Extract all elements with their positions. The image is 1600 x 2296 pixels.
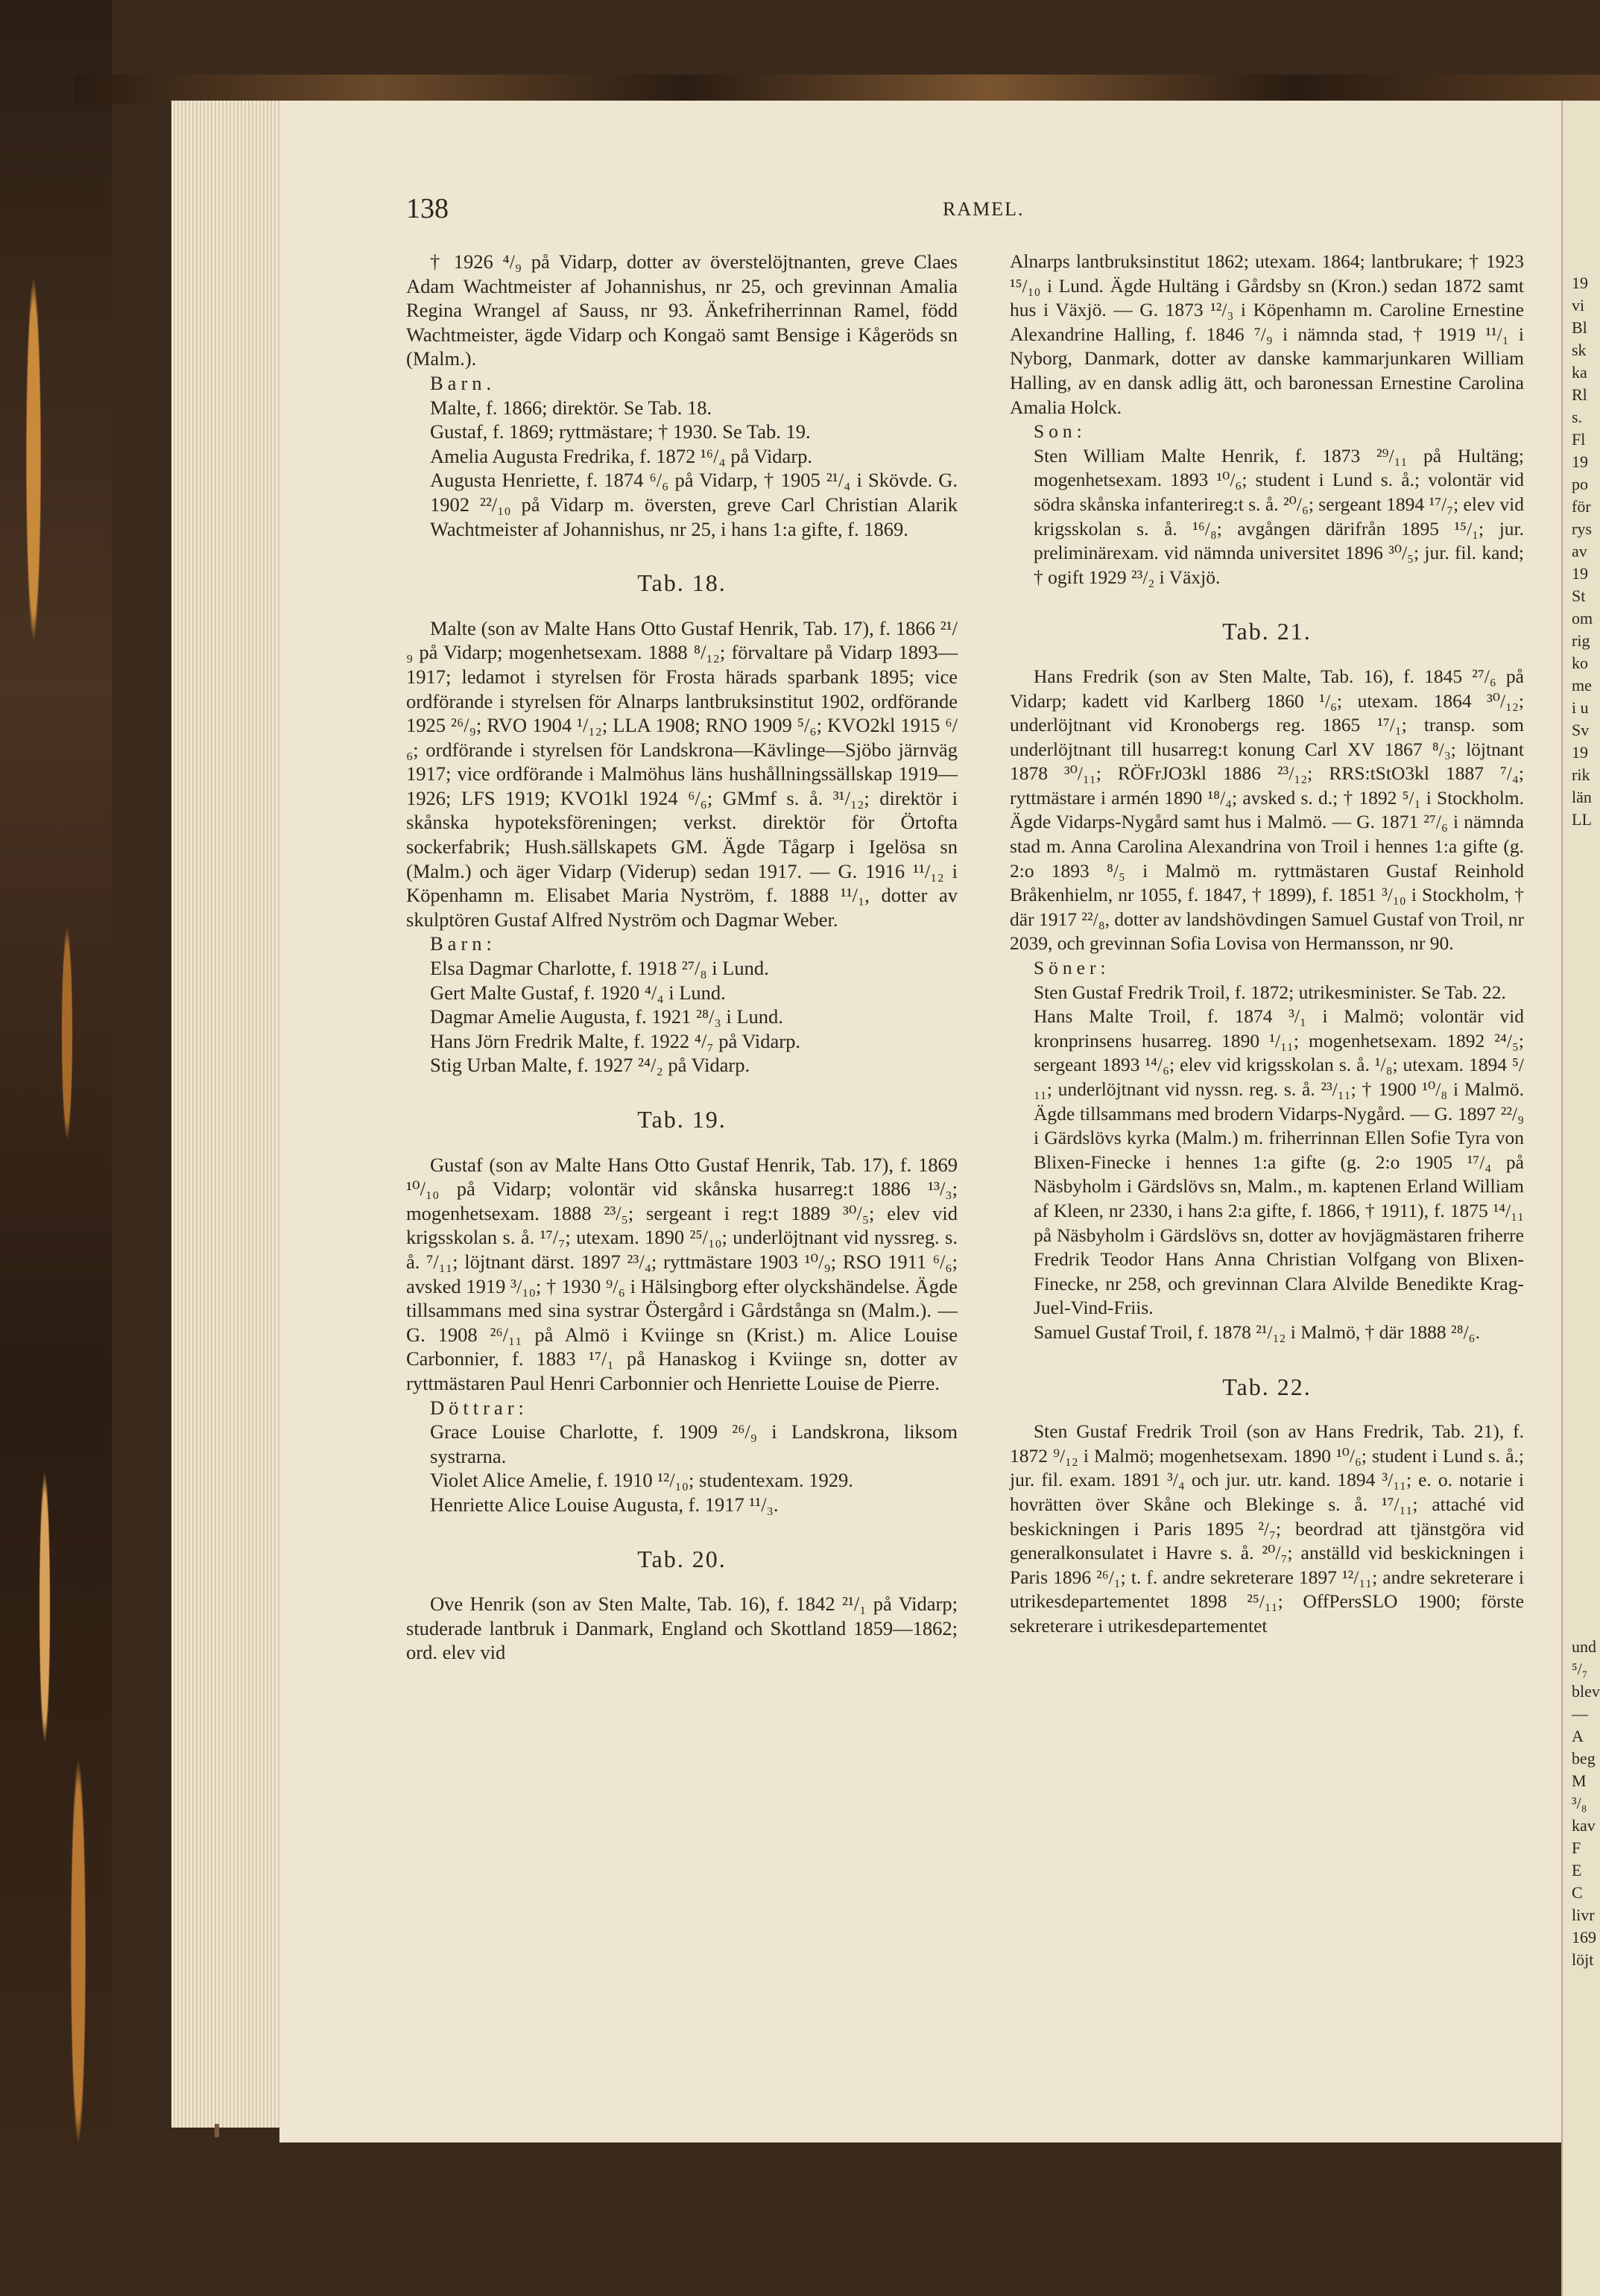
- next-page-fragment: kav: [1572, 1816, 1596, 1835]
- next-page-fragment: C: [1572, 1883, 1583, 1902]
- paragraph: Hans Fredrik (son av Sten Malte, Tab. 16), f. 1845 ²⁷/₆ på Vidarp; kadett vid Karlberg 1860 ¹/₆; utexam. 1864 ³⁰/₁₂; underlöjtnant vid Kronobergs reg. 1865 ¹⁷/₁; transp. som underlöjtnant till husarreg:t konung Carl XV 1867 ⁸/₃; löjtnant 1878 ³⁰/₁₁; RÖFrJO3kl 1886 ²³/₁₂; RRS:tStO3kl 1887 ⁷/₄; ryttmästare i armén 1890 ¹⁸/₄; avsked s. d.; † 1892 ⁵/₁ i Stockholm. Ägde Vidarps-Nygård samt hus i Malmö. — G. 1871 ²⁷/₆ i nämnda stad m. Anna Carolina Alexandrina von Troil i hennes 1:a gifte (g. 2:o 1893 ⁸/₅ i Malmö m. ryttmästaren Gustaf Reinhold Bråkenhielm, nr 1055, f. 1847, † 1899), f. 1851 ³/₁₀ i Stockholm, † där 1917 ²²/₈, dotter av landshövdingen Samuel Gustaf von Troil, nr 2039, och grevinnan Sofia Lovisa von Hermansson, nr 90.: [1010, 665, 1524, 955]
- next-page-fragment: ³/₈: [1572, 1794, 1587, 1812]
- next-page-fragment: Rl: [1572, 385, 1587, 404]
- paragraph: Hans Malte Troil, f. 1874 ³/₁ i Malmö; volontär vid kronprinsens husarreg. 1890 ¹/₁₁; mogenhetsexam. 1892 ²⁴/₅; sergeant 1893 ¹⁴/₆; elev vid krigsskolan s. å. ¹/₈; utexam. 1894 ⁵/₁₁; underlöjtnant vid nyssn. reg. s. å. ²³/₁₁; † 1900 ¹⁰/₈ i Malmö. Ägde tillsammans med brodern Vidarps-Nygård. — G. 1897 ²²/₉ i Gärdslövs kyrka (Malm.) m. friherrinnan Ellen Sofie Tyra von Blixen-Finecke i hennes 1:a gifte (g. 2:o 1905 ¹⁷/₄ på Näsbyholm i Gärdslövs sn, Malm., m. kaptenen Erland William af Kleen, nr 2330, i hans 2:a gifte, f. 1866, † 1911), f. 1875 ¹⁴/₁₁ på Näsbyholm i Gärdslövs sn, dotter av hovjägmästaren friherre Fredrik Teodor Hans Anna Christian Volfgang von Blixen-Finecke, nr 258, och grevinnan Clara Alvilde Benedikte Krag-Juel-Vind-Friis.: [1034, 1005, 1524, 1319]
- next-page-fragment: ⁵/₇: [1572, 1660, 1588, 1678]
- page-edges: [171, 101, 283, 2128]
- next-page-fragment: av: [1572, 542, 1587, 560]
- next-page-fragment: för: [1572, 497, 1591, 516]
- next-page-fragment: rig: [1572, 631, 1590, 650]
- paragraph: Sten William Malte Henrik, f. 1873 ²⁹/₁₁ på Hultäng; mogenhetsexam. 1893 ¹⁰/₆; student i Lund s. å.; volontär vid södra skånska infanterireg:t s. å. ²⁰/₆; sergeant 1894 ¹⁷/₇; elev vid krigsskolan s. å. ¹⁶/₈; avgången därifrån 1895 ¹⁵/₁; jur. preliminärexam. vid nämnda universitet 1896 ³⁰/₅; jur. fil. kand; † ogift 1929 ²³/₂ i Växjö.: [1034, 444, 1524, 588]
- paragraph: Stig Urban Malte, f. 1927 ²⁴/₂ på Vidarp.: [430, 1054, 750, 1077]
- next-page-fragment: 19: [1572, 564, 1588, 583]
- section-label: Barn:: [430, 932, 496, 955]
- next-page-fragment: LL: [1572, 810, 1592, 829]
- next-page-fragment: s.: [1572, 408, 1583, 426]
- left-column: [406, 250, 958, 1665]
- table-heading: Tab. 19.: [637, 1106, 727, 1133]
- next-page-fragment: M: [1572, 1771, 1587, 1790]
- paragraph: Henriette Alice Louise Augusta, f. 1917 ¹¹/₃.: [430, 1493, 779, 1516]
- next-page-fragment: und: [1572, 1637, 1596, 1656]
- next-page-fragment: A: [1572, 1727, 1584, 1745]
- next-page-edge: [1561, 101, 1600, 2296]
- right-column: [1010, 250, 1524, 1638]
- next-page-fragment: Bl: [1572, 318, 1587, 337]
- table-heading: Tab. 22.: [1222, 1373, 1312, 1400]
- next-page-fragment: St: [1572, 586, 1586, 605]
- paragraph: Grace Louise Charlotte, f. 1909 ²⁶/₉ i Landskrona, liksom systrarna.: [430, 1420, 958, 1467]
- paragraph: Gert Malte Gustaf, f. 1920 ⁴/₄ i Lund.: [430, 981, 726, 1004]
- next-page-fragment: beg: [1572, 1749, 1596, 1768]
- next-page-fragment: om: [1572, 609, 1593, 627]
- paragraph: Samuel Gustaf Troil, f. 1878 ²¹/₁₂ i Malmö, † där 1888 ²⁸/₆.: [1034, 1321, 1480, 1343]
- next-page-fragment: 169: [1572, 1928, 1596, 1946]
- next-page-fragment: löjt: [1572, 1950, 1594, 1969]
- next-page-fragment: län: [1572, 788, 1592, 806]
- paragraph: Augusta Henriette, f. 1874 ⁶/₆ på Vidarp, † 1905 ²¹/₄ i Skövde. G. 1902 ²²/₁₀ på Vidarp m. översten, greve Carl Christian Alarik Wachtmeister af Johannishus, nr 25, i hans 1:a gifte, f. 1869.: [430, 469, 958, 540]
- next-page-fragment: rys: [1572, 519, 1592, 538]
- next-page-fragment: vi: [1572, 296, 1585, 314]
- section-label: Söner:: [1034, 957, 1110, 979]
- paragraph: Malte, f. 1866; direktör. Se Tab. 18.: [430, 396, 712, 419]
- section-label: Barn.: [430, 371, 496, 394]
- paragraph: Violet Alice Amelie, f. 1910 ¹²/₁₀; studentexam. 1929.: [430, 1469, 853, 1492]
- table-heading: Tab. 18.: [637, 569, 727, 597]
- book-cover-marbled: [0, 0, 112, 2296]
- next-page-fragment: livr: [1572, 1906, 1595, 1924]
- book-cover-top: [75, 75, 1600, 104]
- paragraph: † 1926 ⁴/₉ på Vidarp, dotter av överstelöjtnanten, greve Claes Adam Wachtmeister af Johannishus, nr 25, och grevinnan Amalia Regina Wrangel af Sauss, nr 93. Änkefriherrinnan Ramel, född Wachtmeister, ägde Vidarp och Kongaö samt Bensige i Kågeröds sn (Malm.).: [406, 250, 958, 370]
- paragraph: Gustaf (son av Malte Hans Otto Gustaf Henrik, Tab. 17), f. 1869 ¹⁰/₁₀ på Vidarp; volontär vid skånska husarreg:t 1886 ¹³/₃; mogenhetsexam. 1888 ²³/₅; sergeant i reg:t 1889 ³⁰/₅; elev vid krigsskolan s. å. ¹⁷/₇; utexam. 1890 ²⁵/₁₀; underlöjtnant vid nyssreg. s. å. ⁷/₁₁; löjtnant därst. 1897 ²³/₄; ryttmästare 1903 ¹⁰/₉; RSO 1911 ⁶/₆; avsked 1919 ³/₁₀; † 1930 ⁹/₆ i Hälsingborg efter olyckshändelse. Ägde tillsammans med sina systrar Östergård i Gårdstånga sn (Malm.). — G. 1908 ²⁶/₁₁ på Almö i Kviinge sn (Krist.) m. Alice Louise Carbonnier, f. 1883 ¹⁷/₁ på Hanaskog i Kviinge sn, dotter av ryttmästaren Paul Henri Carbonnier och Henriette Louise de Pierre.: [406, 1153, 958, 1394]
- running-head: RAMEL.: [943, 198, 1025, 220]
- paragraph: Sten Gustaf Fredrik Troil (son av Hans Fredrik, Tab. 21), f. 1872 ⁹/₁₂ i Malmö; mogenhetsexam. 1890 ¹⁰/₆; student i Lund s. å.; jur. fil. exam. 1891 ³/₄ och jur. utr. kand. 1894 ³/₁₁; e. o. notarie i hovrätten över Skåne och Blekinge s. å. ¹⁷/₁₁; attaché vid beskickningen i Paris 1895 ²/₇; beordrad att tjänstgöra vid generalkonsulatet i Havre s. å. ²⁰/₇; anställd vid beskickningen i Paris 1896 ²⁶/₁; t. f. andre sekreterare 1897 ¹²/₁₁; andre sekreterare i utrikesdepartementet 1898 ²⁵/₁₁; OffPersSLO 1900; förste sekreterare i utrikesdepartementet: [1010, 1420, 1524, 1636]
- paragraph: Sten Gustaf Fredrik Troil, f. 1872; utrikesminister. Se Tab. 22.: [1034, 981, 1506, 1003]
- page-number: 138: [406, 193, 449, 224]
- paragraph: Elsa Dagmar Charlotte, f. 1918 ²⁷/₈ i Lund.: [430, 957, 769, 980]
- next-page-fragments: [1563, 272, 1593, 831]
- next-page-fragment: sk: [1572, 341, 1587, 359]
- next-page-fragment: i u: [1572, 698, 1589, 717]
- next-page-fragment: me: [1572, 676, 1592, 695]
- table-heading: Tab. 20.: [637, 1545, 727, 1572]
- next-page-fragment: blev: [1572, 1682, 1600, 1701]
- paragraph: Amelia Augusta Fredrika, f. 1872 ¹⁶/₄ på Vidarp.: [430, 444, 813, 467]
- next-page-fragment: rik: [1572, 765, 1590, 784]
- next-page-fragment: —: [1572, 1704, 1588, 1723]
- page-header: [406, 192, 1546, 222]
- next-page-fragment: Fl: [1572, 430, 1586, 449]
- section-label: Son:: [1034, 420, 1087, 443]
- bookmark-thread: [215, 2124, 219, 2137]
- next-page-fragment: po: [1572, 475, 1588, 493]
- paragraph: Ove Henrik (son av Sten Malte, Tab. 16), f. 1842 ²¹/₁ på Vidarp; studerade lantbruk i Danmark, England och Skottland 1859—1862; ord. elev vid: [406, 1593, 958, 1664]
- next-page-fragment: 19: [1572, 452, 1588, 471]
- paragraph: Dagmar Amelie Augusta, f. 1921 ²⁸/₃ i Lund.: [430, 1005, 783, 1028]
- paragraph: Alnarps lantbruksinstitut 1862; utexam. 1864; lantbrukare; † 1923 ¹⁵/₁₀ i Lund. Ägde Hultäng i Gårdsby sn (Kron.) sedan 1872 samt hus i Växjö. — G. 1873 ¹²/₃ i Köpenhamn m. Caroline Ernestine Alexandrine Halling, f. 1846 ⁷/₉ i nämnda stad, † 1919 ¹¹/₁ i Nyborg, Danmark, dotter av danske kammarjunkaren William Halling, av en dansk adlig ätt, och baronessan Ernestine Carolina Amalia Holck.: [1010, 250, 1524, 418]
- section-label: Döttrar:: [430, 1396, 528, 1419]
- next-page-fragment: ka: [1572, 363, 1587, 382]
- paragraph: Hans Jörn Fredrik Malte, f. 1922 ⁴/₇ på Vidarp.: [430, 1029, 800, 1052]
- paragraph: Malte (son av Malte Hans Otto Gustaf Henrik, Tab. 17), f. 1866 ²¹/₉ på Vidarp; mogenhetsexam. 1888 ⁸/₁₂; förvaltare på Vidarp 1893—1917; ledamot i styrelsen för Frosta härads sparbank 1895; vice ordförande i styrelsen för Alnarps lantbruksinstitut 1902, ordförande 1925 ²⁶/₉; RVO 1904 ¹/₁₂; LLA 1908; RNO 1909 ⁵/₆; KVO2kl 1915 ⁶/₆; ordförande i styrelsen för Landskrona—Kävlinge—Sjöbo järnväg 1917; vice ordförande i Malmöhus läns hushållningssällskap 1919—1926; LFS 1919; KVO1kl 1924 ⁶/₆; GMmf s. å. ³¹/₁₂; direktör i skånska hypoteksföreningen; verkst. direktör för Örtofta sockerfabrik; Hush.sällskapets GM. Ägde Tågarp i Igelösa sn (Malm.) och äger Vidarp (Viderup) sedan 1917. — G. 1916 ¹¹/₁₂ i Köpenhamn m. Elisabet Maria Nyström, f. 1888 ¹¹/₁, dotter av skulptören Gustaf Alfred Nyström och Dagmar Weber.: [406, 616, 958, 931]
- next-page-fragment: ko: [1572, 654, 1588, 672]
- next-page-fragment: E: [1572, 1861, 1582, 1879]
- next-page-fragment: 19: [1572, 273, 1588, 292]
- next-page-fragment: Sv: [1572, 721, 1590, 739]
- next-page-fragments-lower: [1563, 1636, 1600, 1971]
- paragraph: Gustaf, f. 1869; ryttmästare; † 1930. Se Tab. 19.: [430, 420, 811, 443]
- next-page-fragment: 19: [1572, 743, 1588, 762]
- table-heading: Tab. 21.: [1222, 618, 1312, 645]
- next-page-fragment: F: [1572, 1838, 1581, 1857]
